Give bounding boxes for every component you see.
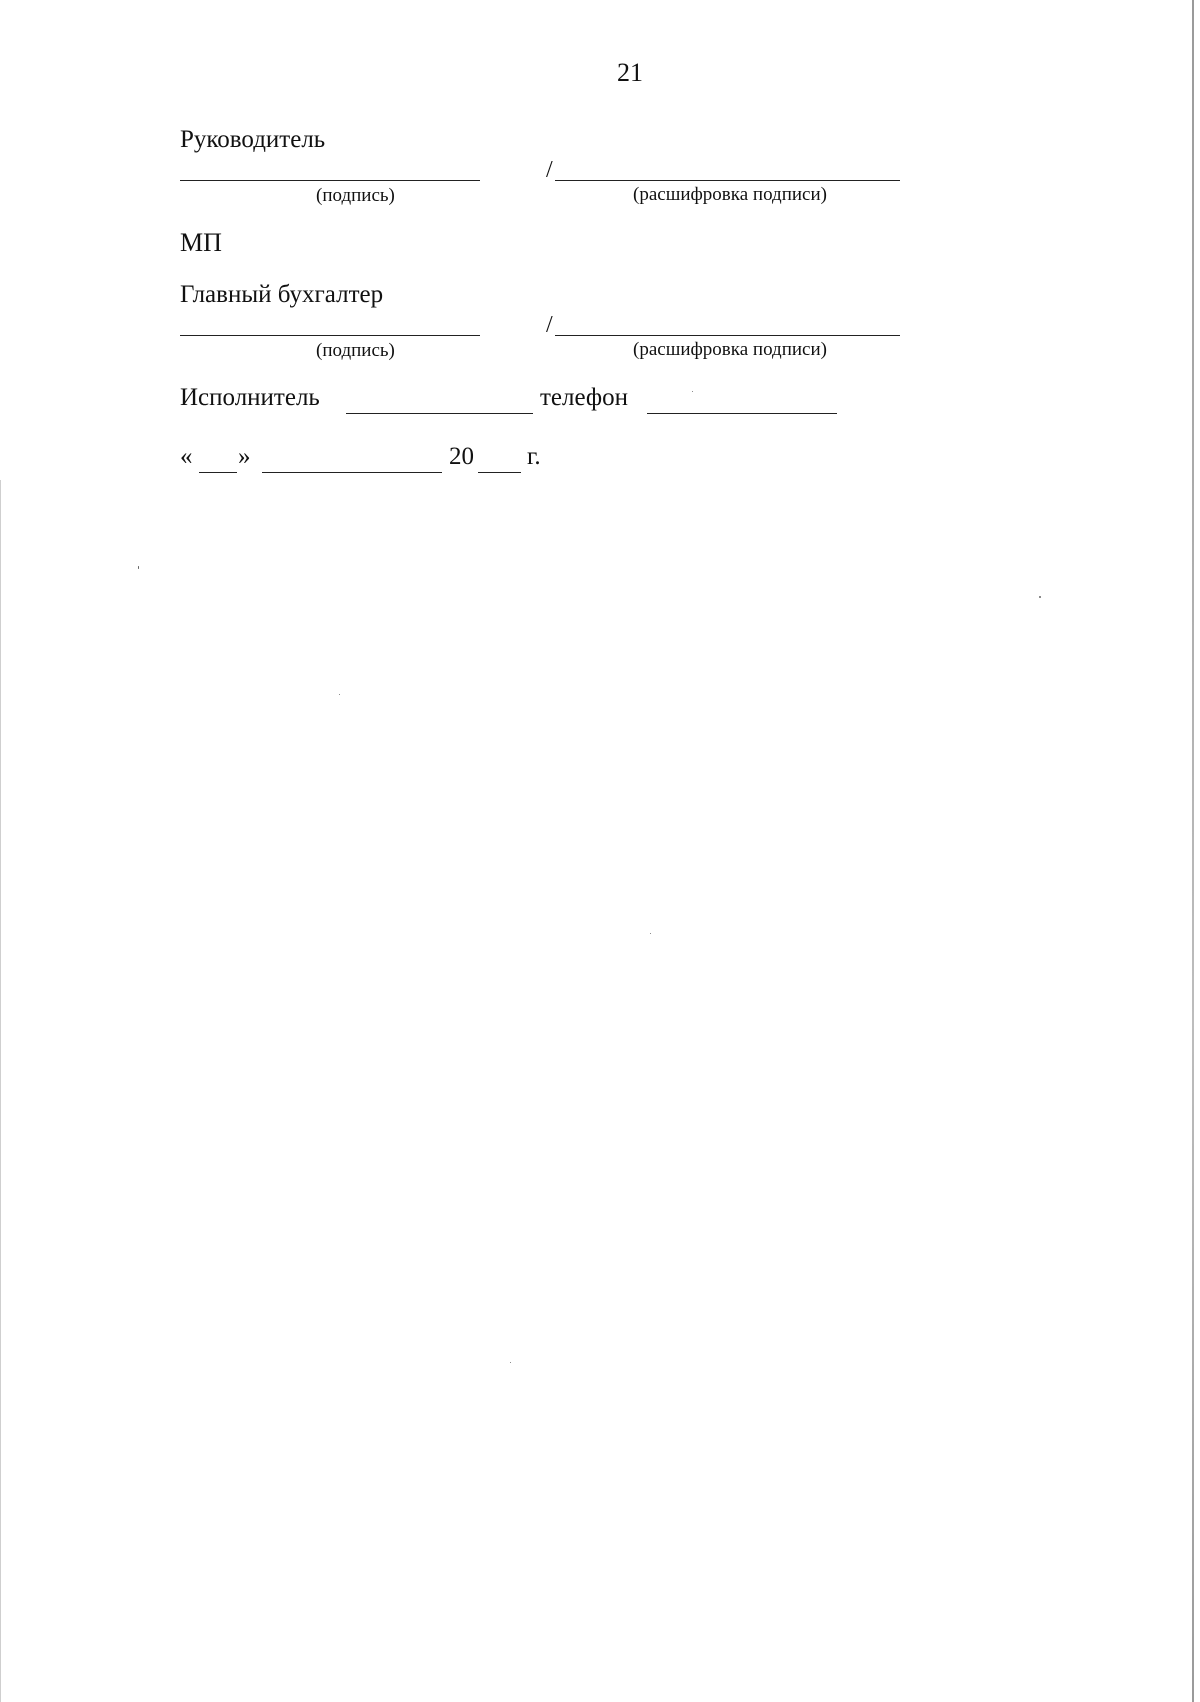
- date-year-suffix: г.: [527, 443, 541, 470]
- phone-number-line[interactable]: [647, 413, 837, 414]
- head-slash: /: [546, 157, 553, 183]
- date-day-line[interactable]: [199, 472, 237, 473]
- head-signature-line[interactable]: [180, 180, 480, 181]
- scan-speck: [1039, 596, 1041, 598]
- date-close-quote: »: [238, 443, 251, 470]
- scan-edge-right: [1192, 0, 1194, 1702]
- date-open-quote: «: [180, 443, 193, 470]
- scan-speck: [339, 694, 340, 695]
- scan-speck: [510, 1362, 511, 1363]
- date-year-line[interactable]: [478, 472, 521, 473]
- scan-speck: [650, 933, 651, 934]
- accountant-decoding-line[interactable]: [555, 335, 900, 336]
- accountant-signature-line[interactable]: [180, 335, 480, 336]
- scan-speck: [692, 391, 693, 392]
- executor-name-line[interactable]: [346, 413, 533, 414]
- scan-speck: [138, 566, 139, 569]
- date-year-prefix: 20: [449, 443, 474, 470]
- head-title: Руководитель: [180, 126, 326, 153]
- accountant-slash: /: [546, 312, 553, 338]
- executor-label: Исполнитель: [180, 384, 320, 411]
- phone-label: телефон: [540, 384, 628, 411]
- date-month-line[interactable]: [262, 472, 442, 473]
- head-decoding-caption: (расшифровка подписи): [633, 184, 827, 205]
- accountant-title: Главный бухгалтер: [180, 281, 384, 308]
- page-number: 21: [617, 58, 643, 87]
- accountant-signature-caption: (подпись): [316, 340, 395, 361]
- stamp-label: МП: [180, 228, 222, 257]
- scan-edge-left: [0, 480, 1, 1702]
- accountant-decoding-caption: (расшифровка подписи): [633, 339, 827, 360]
- head-decoding-line[interactable]: [555, 180, 900, 181]
- head-signature-caption: (подпись): [316, 185, 395, 206]
